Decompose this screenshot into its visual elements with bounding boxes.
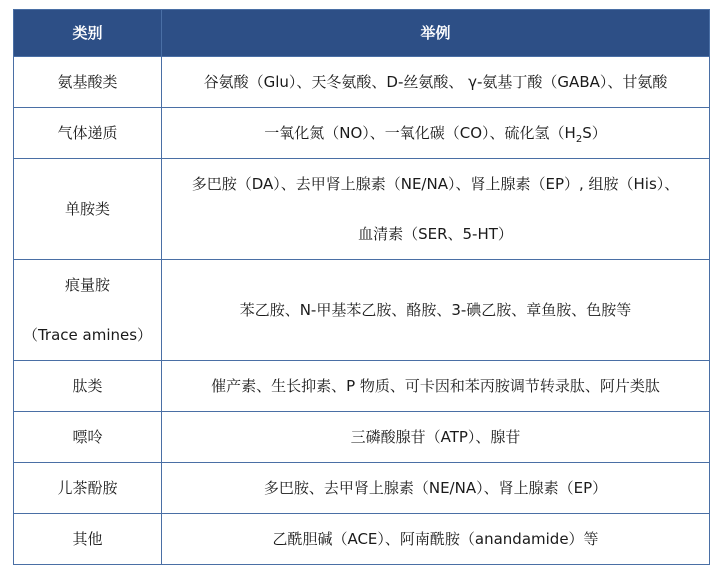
subscript-text: 2: [575, 134, 583, 145]
example-cell: 催产素、生长抑素、P 物质、可卡因和苯丙胺调节转录肽、阿片类肽: [162, 361, 710, 412]
table-row: [14, 412, 710, 463]
category-cell: 嘌呤: [14, 412, 162, 463]
example-text: 一氧化氮（NO）、一氧化碳（CO）、硫化氢（H: [264, 124, 576, 142]
category-cell: 气体递质: [14, 108, 162, 159]
category-cell: 氨基酸类: [14, 57, 162, 108]
category-line: （Trace amines）: [22, 326, 153, 344]
category-cell: [14, 260, 162, 361]
example-cell: [162, 159, 710, 260]
table-row: [14, 260, 710, 361]
category-cell: 肽类: [14, 361, 162, 412]
category-cell: 其他: [14, 514, 162, 565]
header-category: 类别: [14, 10, 162, 57]
example-cell: 谷氨酸（Glu）、天冬氨酸、D-丝氨酸、 γ-氨基丁酸（GABA）、甘氨酸: [162, 57, 710, 108]
example-line: 血清素（SER、5-HT）: [358, 225, 513, 243]
table-row: [14, 463, 710, 514]
table-row: [14, 361, 710, 412]
table-header-row: [14, 10, 710, 57]
header-example: 举例: [162, 10, 710, 57]
example-cell: 苯乙胺、N-甲基苯乙胺、酪胺、3-碘乙胺、章鱼胺、色胺等: [162, 260, 710, 361]
table-row: [14, 57, 710, 108]
example-cell: [162, 108, 710, 159]
example-cell: 三磷酸腺苷（ATP）、腺苷: [162, 412, 710, 463]
table-row: [14, 514, 710, 565]
table-row: [14, 108, 710, 159]
category-cell: 单胺类: [14, 159, 162, 260]
category-cell: 儿茶酚胺: [14, 463, 162, 514]
example-line: 多巴胺（DA）、去甲肾上腺素（NE/NA）、肾上腺素（EP）, 组胺（His）、: [191, 175, 680, 193]
neurotransmitter-table: [13, 9, 710, 565]
example-text: S）: [582, 124, 607, 142]
example-cell: 多巴胺、去甲肾上腺素（NE/NA）、肾上腺素（EP）: [162, 463, 710, 514]
category-line: 痕量胺: [64, 276, 110, 294]
table-row: [14, 159, 710, 260]
example-cell: 乙酰胆碱（ACE）、阿南酰胺（anandamide）等: [162, 514, 710, 565]
